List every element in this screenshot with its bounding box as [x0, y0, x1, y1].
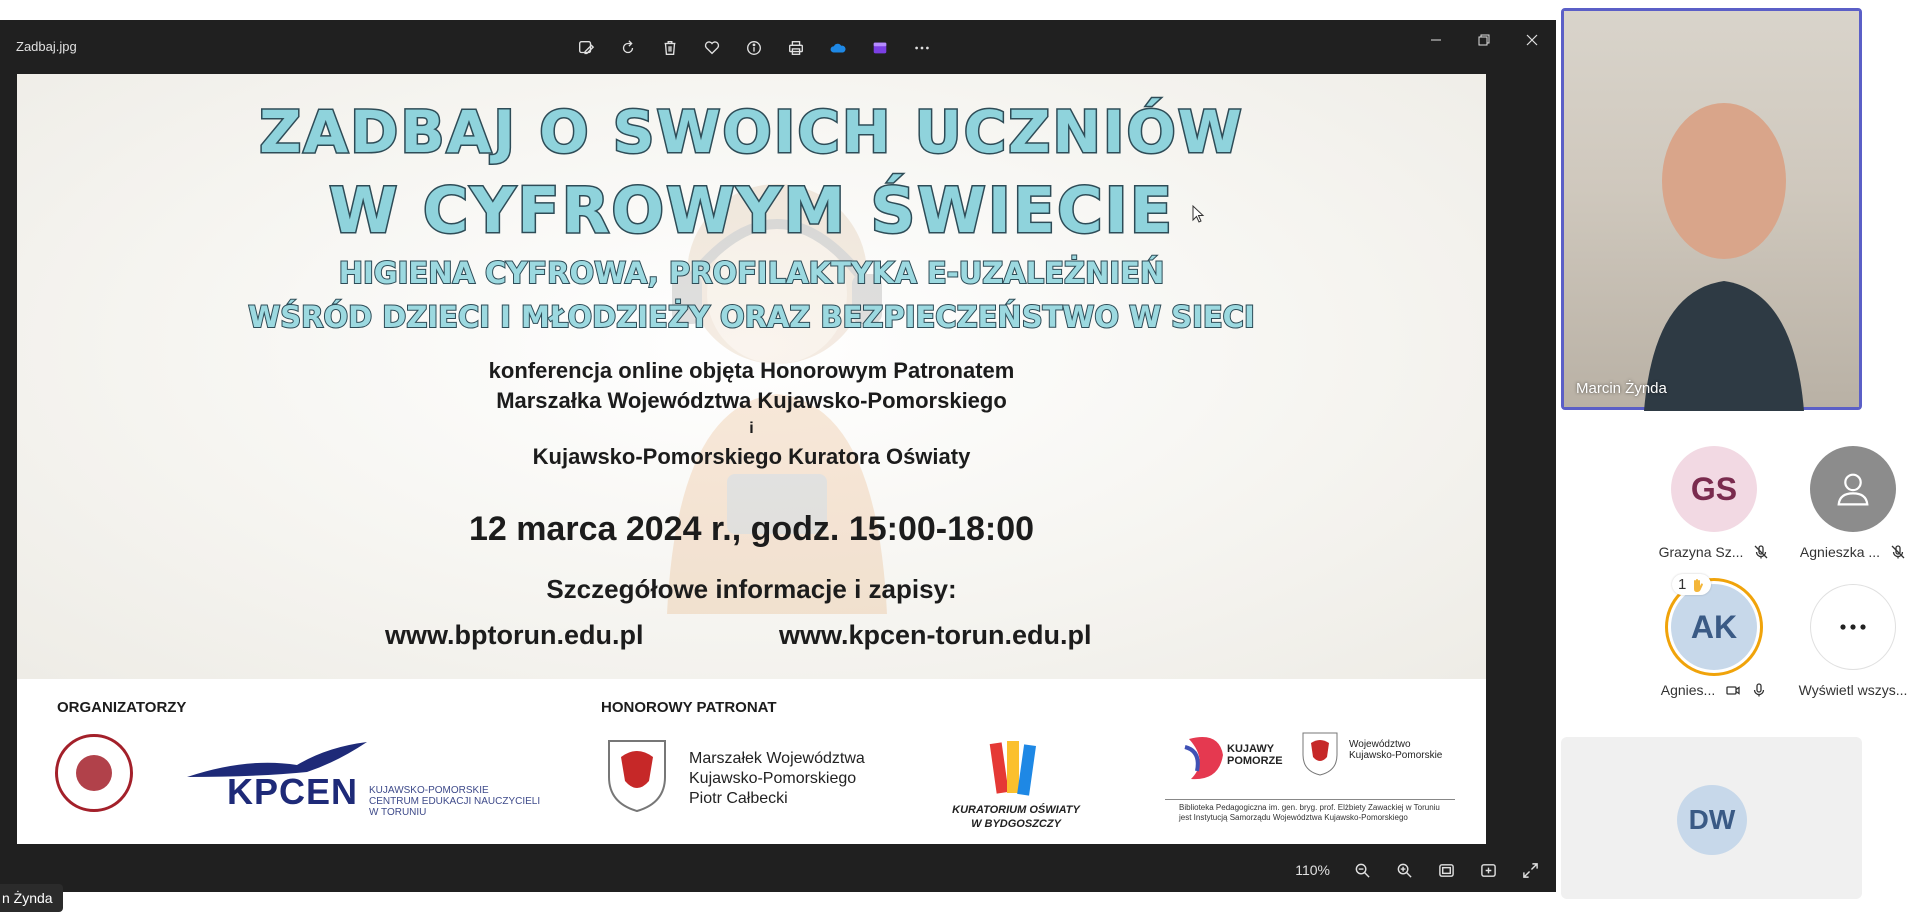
heart-icon[interactable] [698, 34, 726, 62]
patronage-label: HONOROWY PATRONAT [601, 699, 777, 716]
viewer-toolbar [572, 34, 936, 62]
footer-note: Biblioteka Pedagogiczna im. gen. bryg. prof. Elżbiety Zawackiej w Toruniu jest Instytucją Samorządu Województwa Kujawsko-Pomorskiego [1179, 803, 1440, 822]
speaker-name: Marcin Żynda [1576, 380, 1667, 397]
window-controls [1412, 28, 1556, 52]
organizers-label: ORGANIZATORZY [57, 699, 187, 716]
books-logo [989, 737, 1039, 801]
voivodeship-coat-icon [1301, 731, 1339, 777]
view-all-participants-button[interactable] [1783, 584, 1923, 698]
poster-url-1: www.bptorun.edu.pl [385, 620, 644, 650]
participant-name: Grazyna Sz... [1658, 544, 1744, 560]
participants-panel [1556, 0, 1908, 899]
kuratorium-text: KURATORIUM OŚWIATY W BYDGOSZCZY [952, 804, 1080, 830]
poster-url-2: www.kpcen-torun.edu.pl [779, 620, 1092, 650]
poster-headline-2: W CYFROWYM ŚWIECIE [328, 174, 1175, 247]
participant-name: Agnies... [1660, 682, 1716, 698]
view-all-label: Wyświetl wszys... [1798, 682, 1908, 698]
poster-subtitle-1: HIGIENA CYFROWA, PROFILAKTYKA E-UZALEŻNIEŃ [338, 256, 1165, 290]
more-icon[interactable] [908, 34, 936, 62]
participant-tile[interactable] [1644, 576, 1784, 698]
footer-divider [1165, 799, 1455, 800]
kpcen-name: KPCEN [227, 771, 359, 812]
kujawy-pomorze-text: KUJAWY POMORZE [1227, 743, 1283, 767]
marshal-text: Marszałek Województwa Kujawsko-Pomorskiego Piotr Całbecki [689, 750, 865, 807]
poster-date: 12 marca 2024 r., godz. 15:00-18:00 [468, 510, 1035, 548]
mic-icon [1751, 682, 1767, 698]
raised-hand-badge: 1 [1672, 574, 1711, 595]
poster-line-1: konferencja online objęta Honorowym Patronatem [488, 358, 1015, 383]
speaker-video [1624, 71, 1824, 411]
avatar: DW [1677, 785, 1747, 855]
avatar: AK [1671, 584, 1757, 670]
mouse-cursor-icon [1192, 205, 1204, 223]
rotate-icon[interactable] [614, 34, 642, 62]
file-name: Zadbaj.jpg [16, 39, 77, 54]
participant-tile[interactable] [1783, 446, 1923, 560]
delete-icon[interactable] [656, 34, 684, 62]
avatar [1810, 446, 1896, 532]
participant-name: Agnieszka ... [1799, 544, 1881, 560]
more-icon [1810, 584, 1896, 670]
zoom-level[interactable]: 110% [1295, 862, 1330, 878]
kpcen-full-name: KUJAWSKO-POMORSKIE CENTRUM EDUKACJI NAUCZYCIELI W TORUNIU [369, 785, 541, 818]
active-speaker-tile[interactable] [1561, 8, 1862, 410]
avatar: GS [1671, 446, 1757, 532]
library-seal-logo [55, 734, 133, 812]
poster-headline-1: ZADBAJ O SWOICH UCZNIÓW [259, 98, 1244, 166]
mic-off-icon [1890, 544, 1906, 560]
poster-subtitle-2: WŚRÓD DZIECI I MŁODZIEŻY ORAZ BEZPIECZEŃSTWO W SIECI [248, 300, 1255, 334]
camera-off-icon [1725, 682, 1741, 698]
minimize-icon[interactable] [1412, 28, 1460, 52]
clipchamp-icon[interactable] [866, 34, 894, 62]
coat-of-arms-icon [605, 737, 669, 813]
photo-viewer-window [0, 20, 1556, 906]
poster-image [17, 74, 1486, 844]
zoom-in-icon[interactable] [1386, 856, 1422, 884]
poster-footer [17, 679, 1486, 844]
filmstrip-icon[interactable] [1470, 856, 1506, 884]
mic-off-icon [1753, 544, 1769, 560]
restore-icon[interactable] [1460, 28, 1508, 52]
poster-line-3: i [749, 420, 754, 437]
participant-tile[interactable] [1644, 446, 1784, 560]
fit-to-window-icon[interactable] [1428, 856, 1464, 884]
onedrive-icon[interactable] [824, 34, 852, 62]
presenter-name-tag: n Żynda [0, 884, 63, 912]
poster-info: Szczegółowe informacje i zapisy: [546, 574, 957, 604]
info-icon[interactable] [740, 34, 768, 62]
close-icon[interactable] [1508, 28, 1556, 52]
poster-line-2: Marszałka Województwa Kujawsko-Pomorskiego [496, 388, 1007, 413]
zoom-bar [1280, 856, 1548, 884]
fullscreen-icon[interactable] [1512, 856, 1548, 884]
zoom-out-icon[interactable] [1344, 856, 1380, 884]
raised-hand-icon [1689, 577, 1705, 593]
participant-tile-dw[interactable] [1561, 737, 1862, 899]
print-icon[interactable] [782, 34, 810, 62]
voivodeship-text: Województwo Kujawsko-Pomorskie [1349, 739, 1443, 761]
poster-line-4: Kujawsko-Pomorskiego Kuratora Oświaty [532, 444, 971, 469]
edit-icon[interactable] [572, 34, 600, 62]
